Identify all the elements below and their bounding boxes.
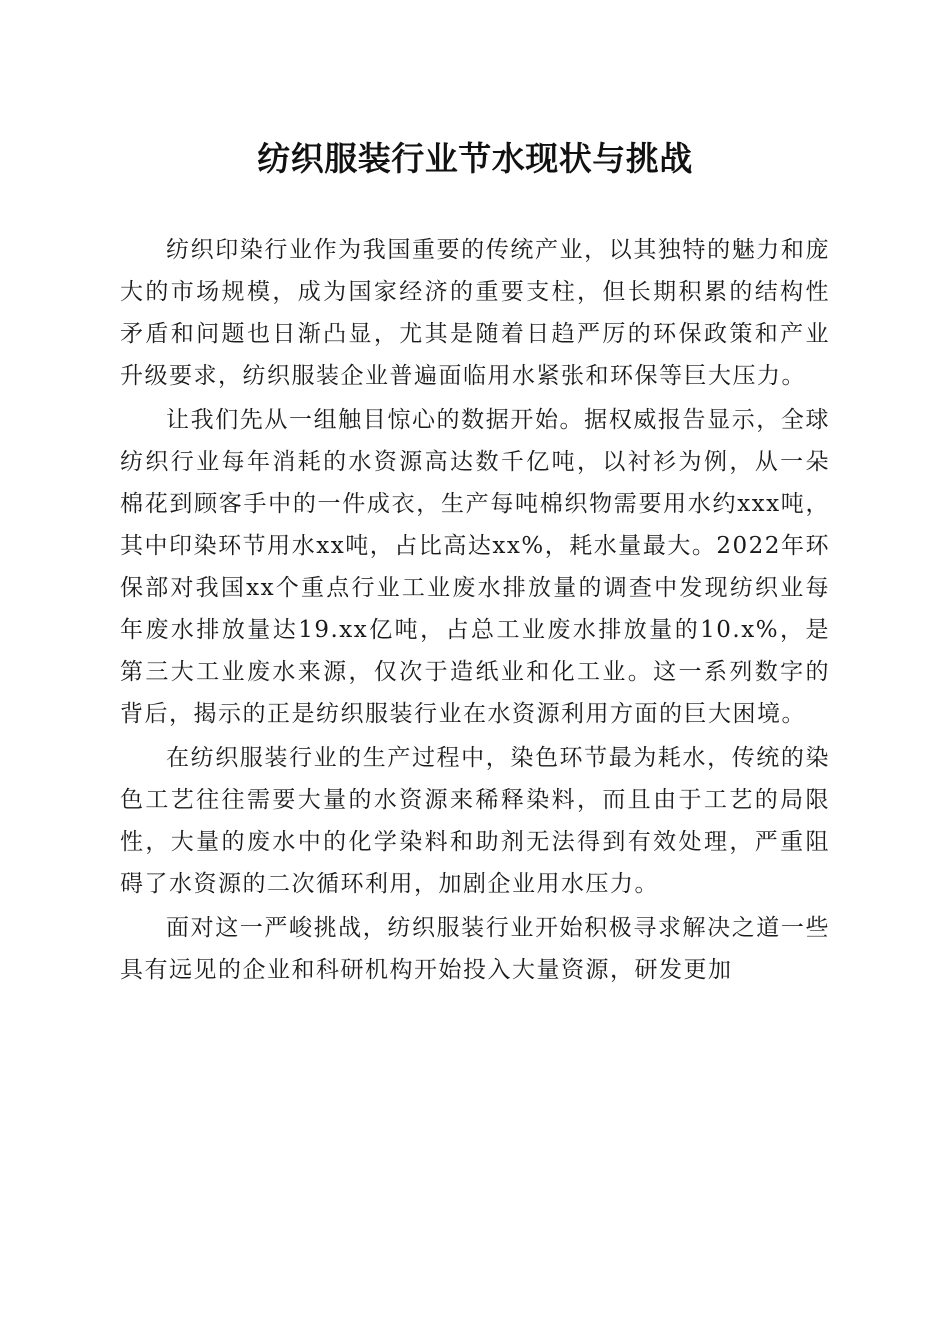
paragraph: 面对这一严峻挑战，纺织服装行业开始积极寻求解决之道一些具有远见的企业和科研机构开始投入大量资源，研发更加 (120, 915, 830, 983)
paragraph: 纺织印染行业作为我国重要的传统产业，以其独特的魅力和庞大的市场规模，成为国家经济的重要支柱，但长期积累的结构性矛盾和问题也日渐凸显，尤其是随着日趋严厉的环保政策和产业升级要求，纺织服装企业普遍面临用水紧张和环保等巨大压力。 (120, 237, 830, 389)
paragraph: 在纺织服装行业的生产过程中，染色环节最为耗水，传统的染色工艺往往需要大量的水资源来稀释染料，而且由于工艺的局限性，大量的废水中的化学染料和助剂无法得到有效处理，严重阻碍了水资源的二次循环利用，加剧企业用水压力。 (120, 745, 830, 897)
document-body (120, 229, 830, 993)
paragraph: 让我们先从一组触目惊心的数据开始。据权威报告显示，全球纺织行业每年消耗的水资源高达数千亿吨，以衬衫为例，从一朵棉花到顾客手中的一件成衣，生产每吨棉织物需要用水约xxx吨，其中印染环节用水xx吨，占比高达xx%，耗水量最大。2022年环保部对我国xx个重点行业工业废水排放量的调查中发现纺织业每年废水排放量达19.xx亿吨，占总工业废水排放量的10.x%，是第三大工业废水来源，仅次于造纸业和化工业。这一系列数字的背后，揭示的正是纺织服装行业在水资源利用方面的巨大困境。 (120, 407, 830, 727)
document-title: 纺织服装行业节水现状与挑战 (257, 139, 693, 178)
